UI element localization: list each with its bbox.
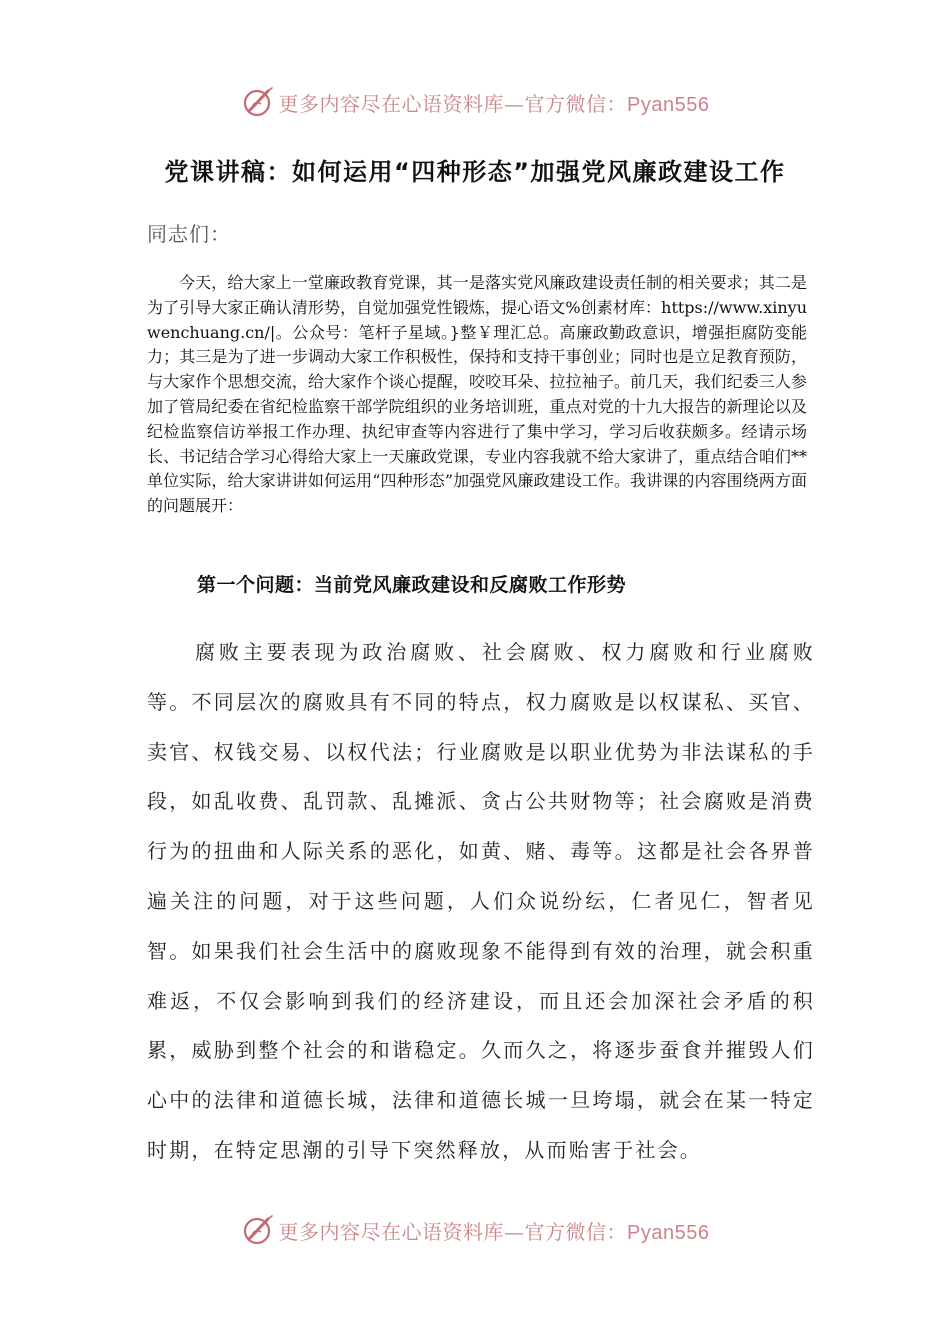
body-paragraph: 腐败主要表现为政治腐败、社会腐败、权力腐败和行业腐败等。不同层次的腐败具有不同的特点，权力腐败是以权谋私、买官、卖官、权钱交易、以权代法；行业腐败是以职业优势为非法谋私的手段，如乱收费、乱罚款、乱摊派、贪占公共财物等；社会腐败是消费行为的扭曲和人际关系的恶化，如黄、赌、毒等。这都是社会各界普遍关注的问题，对于这些问题，人们众说纷纭，仁者见仁，智者见智。如果我们社会生活中的腐败现象不能得到有效的治理，就会积重难返，不仅会影响到我们的经济建设，而且还会加深社会矛盾的积累，威胁到整个社会的和谐稳定。久而久之，将逐步蚕食并摧毁人们心中的法律和道德长城，法律和道德长城一旦垮塌，就会在某一特定时期，在特定思潮的引导下突然释放，从而贻害于社会。: [147, 640, 815, 1162]
pen-logo-icon: [241, 1213, 275, 1247]
banner-text: 更多内容尽在心语资料库—官方微信：Pyan556: [278, 1219, 710, 1244]
salutation: 同志们：: [147, 222, 231, 246]
banner-text: 更多内容尽在心语资料库—官方微信：Pyan556: [278, 91, 710, 116]
pen-logo-icon: [241, 85, 275, 119]
document-title: 党课讲稿：如何运用“四种形态”加强党风廉政建设工作: [164, 158, 786, 186]
footer-banner: [0, 1210, 950, 1250]
header-banner: [0, 82, 950, 122]
banner-handle: Pyan556: [627, 93, 710, 116]
section-heading: 第一个问题：当前党风廉政建设和反腐败工作形势: [197, 574, 627, 596]
banner-handle: Pyan556: [627, 1221, 710, 1244]
intro-paragraph: 今天，给大家上一堂廉政教育党课，其一是落实党风廉政建设责任制的相关要求；其二是为了引导大家正确认清形势，自觉加强党性锻炼，提心语文%创素材库：https://www.xinyuwenchuang.cn/|。公众号：笔杆子星域。}整￥理汇总。高廉政勤政意识，增强拒腐防变能力；其三是为了进一步调动大家工作积极性，保持和支持干事创业；同时也是立足教育预防，与大家作个思想交流，给大家作个谈心提醒，咬咬耳朵、拉拉袖子。前几天，我们纪委三人参加了管局纪委在省纪检监察干部学院组织的业务培训班，重点对党的十九大报告的新理论以及纪检监察信访举报工作办理、执纪审查等内容进行了集中学习，学习后收获颇多。经请示场长、书记结合学习心得给大家上一天廉政党课，专业内容我就不给大家讲了，重点结合咱们**单位实际，给大家讲讲如何运用“四种形态”加强党风廉政建设工作。我讲课的内容围绕两方面的问题展开：: [147, 273, 807, 516]
